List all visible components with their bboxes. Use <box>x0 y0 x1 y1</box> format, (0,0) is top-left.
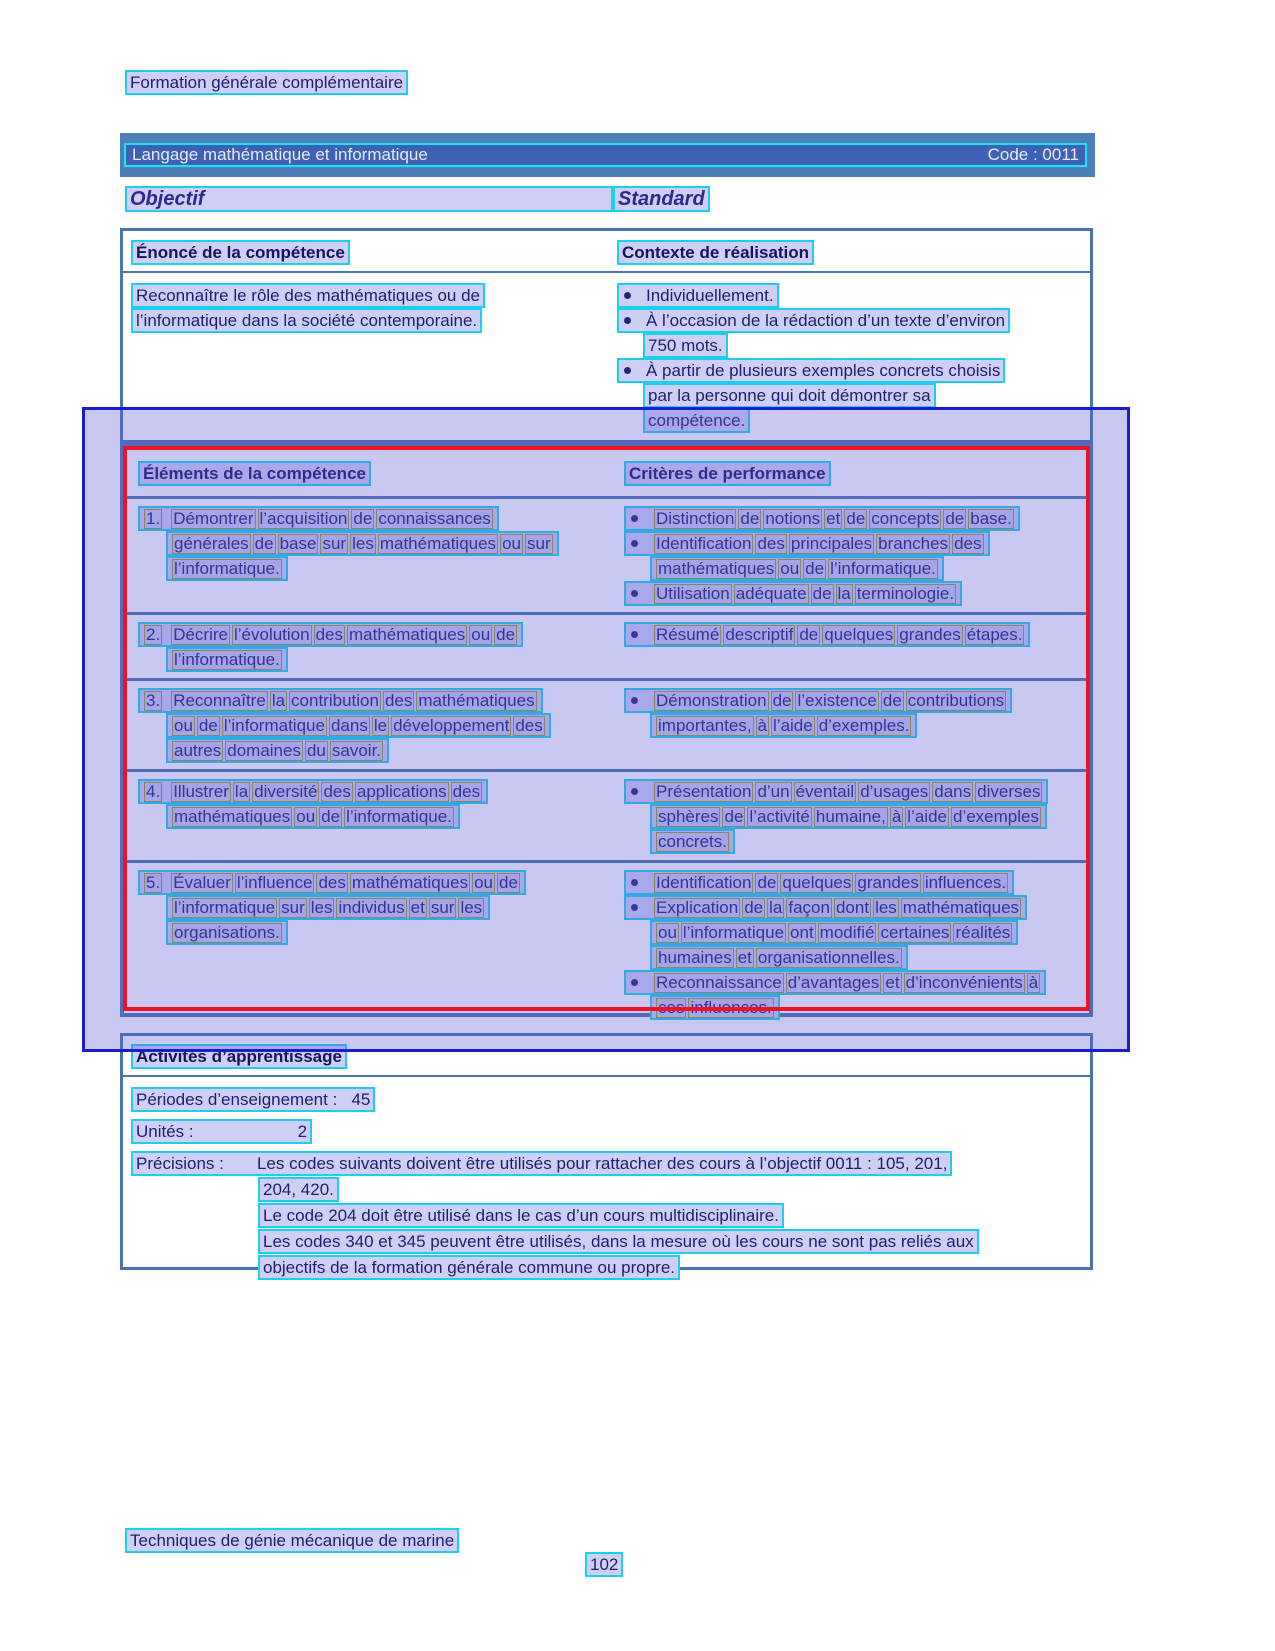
element-line <box>166 920 616 945</box>
footer-program-name: Techniques de génie mécanique de marine <box>125 1528 459 1553</box>
item-number: 5. <box>146 873 161 892</box>
bullet-icon <box>631 540 638 547</box>
word-box: Démonstration <box>656 691 767 710</box>
context-bullet-line <box>643 383 1090 408</box>
word-box: les <box>310 898 333 917</box>
criteria-line <box>624 688 1083 713</box>
highlight-box <box>624 779 1048 804</box>
highlight-box <box>650 829 735 854</box>
word-box: Reconnaître <box>173 691 266 710</box>
word-box: mathématiques <box>351 873 469 892</box>
word-box: contributions <box>907 691 1005 710</box>
element-line <box>166 647 616 672</box>
highlight-box: Reconnaître le rôle des mathématiques ou de <box>131 283 485 308</box>
word-box: façon <box>788 898 830 917</box>
word-box: à <box>1028 973 1039 992</box>
bullet-icon <box>624 292 631 299</box>
word-box: d’avantages <box>787 973 880 992</box>
competence-table <box>120 228 1093 443</box>
precision-line <box>258 1255 1090 1280</box>
statement-line <box>131 283 609 308</box>
word-box: des <box>315 625 344 644</box>
word-box: d’usages <box>860 782 929 801</box>
criteria-line <box>650 945 1083 970</box>
highlight-box: compétence. <box>643 408 750 433</box>
word-box: principales <box>790 534 873 553</box>
word-box: ou <box>780 559 800 578</box>
highlight-box <box>166 647 288 672</box>
element-row <box>130 772 1083 860</box>
word-box: de <box>812 584 832 603</box>
word-box: les <box>875 898 897 917</box>
elements-rows <box>130 499 1083 1026</box>
word-box: de <box>321 807 341 826</box>
word-box: diversité <box>254 782 318 801</box>
highlight-box <box>624 506 1020 531</box>
word-box: de <box>724 807 744 826</box>
word-box: quelques <box>824 625 894 644</box>
activity-value: 45 <box>351 1090 371 1109</box>
word-box: l’informatique. <box>830 559 936 578</box>
precision-line <box>258 1229 1090 1254</box>
word-box: organisationnelles. <box>757 948 900 967</box>
word-box: l’aide <box>773 716 813 735</box>
word-box: et <box>410 898 425 917</box>
criteria-line <box>624 870 1083 895</box>
word-box: Présentation <box>656 782 752 801</box>
highlight-box <box>131 1087 375 1112</box>
word-box: réalités <box>955 923 1011 942</box>
word-box: des <box>318 873 346 892</box>
activities-body <box>123 1077 1090 1280</box>
element-cell <box>130 688 616 763</box>
word-box: l’informatique <box>223 716 325 735</box>
word-box: de <box>254 534 274 553</box>
highlight-box <box>166 804 460 829</box>
page-number-row <box>585 1552 623 1577</box>
highlight-box <box>166 920 288 945</box>
word-box: organisations. <box>174 923 280 942</box>
word-box: dont <box>835 898 870 917</box>
activity-label: Périodes d’enseignement : <box>136 1090 338 1109</box>
highlight-box <box>624 870 1014 895</box>
course-code: Code : 0011 <box>987 145 1079 164</box>
highlight-box: Le code 204 doit être utilisé dans le cas d’un cours multidisciplinaire. <box>258 1203 784 1228</box>
element-line <box>166 556 616 581</box>
criteria-line <box>650 920 1083 945</box>
criteres-header: Critères de performance <box>624 461 831 486</box>
criteria-line <box>624 506 1083 531</box>
word-box: mathématiques <box>658 559 775 578</box>
heading-objectif: Objectif <box>125 186 613 212</box>
word-box: et <box>826 509 841 528</box>
element-line <box>166 804 616 829</box>
enonce-header: Énoncé de la compétence <box>131 240 350 265</box>
highlight-box <box>624 970 1046 995</box>
word-box: et <box>737 948 752 967</box>
highlight-box <box>166 713 551 738</box>
context-bullet-line <box>617 308 1090 333</box>
bullet-icon <box>631 904 638 911</box>
word-box: mathématiques <box>174 807 291 826</box>
activity-label: Unités : <box>136 1122 194 1141</box>
element-line <box>138 506 616 531</box>
title-strip <box>124 143 1087 167</box>
bullet-icon <box>631 697 638 704</box>
bullet-icon <box>624 317 631 324</box>
word-box: ont <box>790 923 814 942</box>
element-row <box>130 499 1083 612</box>
highlight-box <box>650 804 1047 829</box>
word-box: autres <box>174 741 222 760</box>
element-line <box>138 779 616 804</box>
bullet-icon <box>631 979 638 986</box>
criteria-line <box>650 829 1083 854</box>
word-box: contribution <box>291 691 379 710</box>
criteria-line <box>624 622 1083 647</box>
word-box: des <box>757 534 785 553</box>
word-box: dans <box>934 782 972 801</box>
word-box: du <box>306 741 326 760</box>
context-bullet-list <box>609 283 1090 433</box>
word-box: adéquate <box>735 584 807 603</box>
element-line <box>166 531 616 556</box>
highlight-box: Précisions : Les codes suivants doivent être utilisés pour rattacher des cours à l’objectif 0011 : 105, 201, <box>131 1151 952 1176</box>
criteria-line <box>624 895 1083 920</box>
word-box: Distinction <box>656 509 735 528</box>
word-box: l’informatique. <box>346 807 452 826</box>
word-box: humaine, <box>815 807 886 826</box>
word-box: des <box>323 782 351 801</box>
word-box: de <box>496 625 516 644</box>
bullet-icon <box>631 788 638 795</box>
word-box: d’exemples <box>952 807 1039 826</box>
word-box: Démontrer <box>173 509 254 528</box>
item-number: 2. <box>146 625 161 644</box>
word-box: concepts <box>871 509 940 528</box>
highlight-box: 204, 420. <box>258 1177 339 1202</box>
word-box: Décrire <box>173 625 228 644</box>
criteria-cell <box>616 779 1083 854</box>
highlight-box <box>166 738 389 763</box>
bullet-icon <box>631 590 638 597</box>
criteria-line <box>650 556 1083 581</box>
highlight-box: objectifs de la formation générale commune ou propre. <box>258 1255 680 1280</box>
word-box: à <box>757 716 768 735</box>
word-box: ou <box>296 807 316 826</box>
word-box: ou <box>174 716 193 735</box>
word-box: Identification <box>656 873 752 892</box>
highlight-box <box>166 531 559 556</box>
title-bar <box>120 133 1095 177</box>
word-box: de <box>740 509 760 528</box>
word-box: d’inconvénients <box>905 973 1023 992</box>
highlight-box <box>624 688 1012 713</box>
element-line <box>166 738 616 763</box>
precision-line <box>258 1177 1090 1202</box>
word-box: les <box>352 534 374 553</box>
word-box: connaissances <box>378 509 491 528</box>
word-box: l’informatique. <box>174 559 280 578</box>
criteria-cell <box>616 506 1083 606</box>
highlight-box <box>650 945 908 970</box>
word-box: de <box>499 873 518 892</box>
word-box: la <box>837 584 851 603</box>
word-box: Explication <box>656 898 739 917</box>
highlight-box <box>624 895 1027 920</box>
precision-line <box>131 1151 1090 1176</box>
word-box: Évaluer <box>173 873 231 892</box>
section-label-row <box>125 70 408 95</box>
element-line <box>166 895 616 920</box>
word-box: Illustrer <box>173 782 229 801</box>
highlight-box <box>650 995 780 1020</box>
word-box: ces <box>658 998 685 1017</box>
word-box: de <box>805 559 825 578</box>
element-cell <box>130 779 616 854</box>
word-box: influences. <box>690 998 772 1017</box>
word-box: de <box>945 509 965 528</box>
element-line <box>138 870 616 895</box>
word-box: grandes <box>899 625 961 644</box>
word-box: de <box>772 691 792 710</box>
word-box: l’informatique. <box>174 650 280 669</box>
activities-header: Activités d’apprentissage <box>131 1044 347 1069</box>
item-number: 3. <box>146 691 161 710</box>
competence-table-header <box>123 231 1090 273</box>
word-box: base. <box>970 509 1012 528</box>
activities-table-header <box>123 1036 1090 1077</box>
word-box: des <box>515 716 543 735</box>
context-bullet-line <box>617 358 1090 383</box>
word-box: domaines <box>227 741 301 760</box>
highlight-box <box>131 1119 312 1144</box>
word-box: base <box>279 534 317 553</box>
highlight-box: Les codes 340 et 345 peuvent être utilisés, dans la mesure où les cours ne sont pas reliés aux <box>258 1229 979 1254</box>
word-box: de <box>799 625 819 644</box>
contexte-header: Contexte de réalisation <box>617 240 814 265</box>
highlight-box <box>138 688 543 713</box>
highlight-box: À l’occasion de la rédaction d’un texte d’environ <box>617 308 1010 333</box>
word-box: mathématiques <box>902 898 1020 917</box>
course-title: Langage mathématique et informatique <box>132 145 428 164</box>
highlight-box <box>138 506 499 531</box>
word-box: concrets. <box>658 832 727 851</box>
activity-row <box>131 1087 1090 1112</box>
competence-statement <box>123 283 609 433</box>
word-box: développement <box>393 716 510 735</box>
word-box: l’informatique <box>682 923 785 942</box>
word-box: sur <box>526 534 551 553</box>
highlight-box <box>166 895 490 920</box>
bullet-icon <box>631 879 638 886</box>
word-box: sur <box>322 534 347 553</box>
highlight-box: par la personne qui doit démontrer sa <box>643 383 936 408</box>
element-line <box>138 622 616 647</box>
highlight-box <box>138 779 488 804</box>
highlight-box <box>166 556 288 581</box>
elements-header: Éléments de la compétence <box>138 461 371 486</box>
word-box: générales <box>174 534 249 553</box>
word-box: des <box>384 691 413 710</box>
word-box: l’activité <box>749 807 810 826</box>
bullet-icon <box>624 367 631 374</box>
word-box: notions <box>765 509 821 528</box>
highlight-box <box>650 920 1018 945</box>
word-box: humaines <box>658 948 732 967</box>
word-box: des <box>452 782 481 801</box>
word-box: l’existence <box>797 691 877 710</box>
page-number: 102 <box>585 1552 623 1577</box>
highlight-box <box>138 870 526 895</box>
word-box: individus <box>338 898 405 917</box>
word-box: mathématiques <box>349 625 466 644</box>
word-box: savoir. <box>331 741 382 760</box>
word-box: ou <box>658 923 677 942</box>
highlight-box: Individuellement. <box>617 283 779 308</box>
word-box: sphères <box>658 807 719 826</box>
word-box: le <box>373 716 388 735</box>
word-box: applications <box>356 782 447 801</box>
activities-table <box>120 1033 1093 1277</box>
word-box: branches <box>878 534 949 553</box>
highlight-box <box>624 622 1030 647</box>
activity-value: 2 <box>297 1122 308 1141</box>
word-box: dans <box>330 716 368 735</box>
word-box: mathématiques <box>379 534 497 553</box>
element-row <box>130 681 1083 769</box>
elements-table <box>120 443 1093 1017</box>
word-box: et <box>885 973 900 992</box>
criteria-cell <box>616 622 1083 672</box>
competence-table-body <box>123 273 1090 433</box>
bullet-icon <box>631 515 638 522</box>
word-box: à <box>891 807 902 826</box>
word-box: étapes. <box>966 625 1023 644</box>
criteria-line <box>624 581 1083 606</box>
word-box: l’évolution <box>233 625 310 644</box>
item-number: 1. <box>146 509 161 528</box>
word-box: Reconnaissance <box>656 973 782 992</box>
element-cell <box>130 506 616 606</box>
highlight-box: l’informatique dans la société contemporaine. <box>131 308 482 333</box>
heading-standard: Standard <box>613 186 710 212</box>
headings-row <box>125 186 710 212</box>
criteria-line <box>624 779 1083 804</box>
word-box: terminologie. <box>856 584 955 603</box>
context-bullet-line <box>643 408 1090 433</box>
highlight-box <box>650 713 917 738</box>
word-box: l’acquisition <box>259 509 348 528</box>
word-box: de <box>353 509 373 528</box>
word-box: Résumé <box>656 625 720 644</box>
word-box: modifié <box>819 923 875 942</box>
word-box: diverses <box>977 782 1041 801</box>
word-box: quelques <box>782 873 852 892</box>
word-box: ou <box>502 534 521 553</box>
word-box: Utilisation <box>656 584 730 603</box>
word-box: des <box>954 534 982 553</box>
precision-line <box>258 1203 1090 1228</box>
activity-row <box>131 1119 1090 1144</box>
word-box: les <box>460 898 483 917</box>
word-box: d’exemples. <box>818 716 910 735</box>
highlight-box <box>138 622 523 647</box>
criteria-cell <box>616 870 1083 1020</box>
word-box: sur <box>281 898 305 917</box>
word-box: l’influence <box>236 873 313 892</box>
bullet-icon <box>631 631 638 638</box>
word-box: d’un <box>757 782 790 801</box>
criteria-line <box>650 995 1083 1020</box>
criteria-line <box>650 804 1083 829</box>
criteria-cell <box>616 688 1083 763</box>
word-box: de <box>757 873 777 892</box>
context-bullet-line <box>617 283 1090 308</box>
word-box: grandes <box>857 873 919 892</box>
word-box: la <box>769 898 783 917</box>
word-box: éventail <box>795 782 855 801</box>
elements-table-header <box>130 453 1083 496</box>
highlight-box: À partir de plusieurs exemples concrets choisis <box>617 358 1005 383</box>
word-box: ou <box>471 625 491 644</box>
word-box: de <box>846 509 866 528</box>
word-box: de <box>882 691 902 710</box>
word-box: l’aide <box>907 807 947 826</box>
precisions-label: Précisions : <box>136 1154 224 1173</box>
word-box: de <box>198 716 218 735</box>
word-box: l’informatique <box>174 898 276 917</box>
word-box: la <box>234 782 249 801</box>
element-line <box>166 713 616 738</box>
statement-line <box>131 308 609 333</box>
word-box: mathématiques <box>418 691 535 710</box>
footer-row <box>125 1528 459 1553</box>
word-box: Identification <box>656 534 752 553</box>
element-line <box>138 688 616 713</box>
word-box: influences. <box>924 873 1007 892</box>
highlight-box <box>624 531 990 556</box>
highlight-box <box>624 581 962 606</box>
criteria-line <box>650 713 1083 738</box>
highlight-box: 750 mots. <box>643 333 728 358</box>
word-box: la <box>271 691 286 710</box>
criteria-line <box>624 531 1083 556</box>
criteria-line <box>624 970 1083 995</box>
word-box: sur <box>430 898 455 917</box>
word-box: ou <box>474 873 494 892</box>
element-cell <box>130 622 616 672</box>
element-row <box>130 615 1083 678</box>
context-bullet-line <box>643 333 1090 358</box>
word-box: de <box>744 898 764 917</box>
word-box: descriptif <box>725 625 794 644</box>
highlight-box <box>650 556 944 581</box>
element-cell <box>130 870 616 1020</box>
section-label: Formation générale complémentaire <box>125 70 408 95</box>
item-number: 4. <box>146 782 161 801</box>
word-box: certaines <box>880 923 950 942</box>
word-box: importantes, <box>658 716 752 735</box>
element-row <box>130 863 1083 1026</box>
